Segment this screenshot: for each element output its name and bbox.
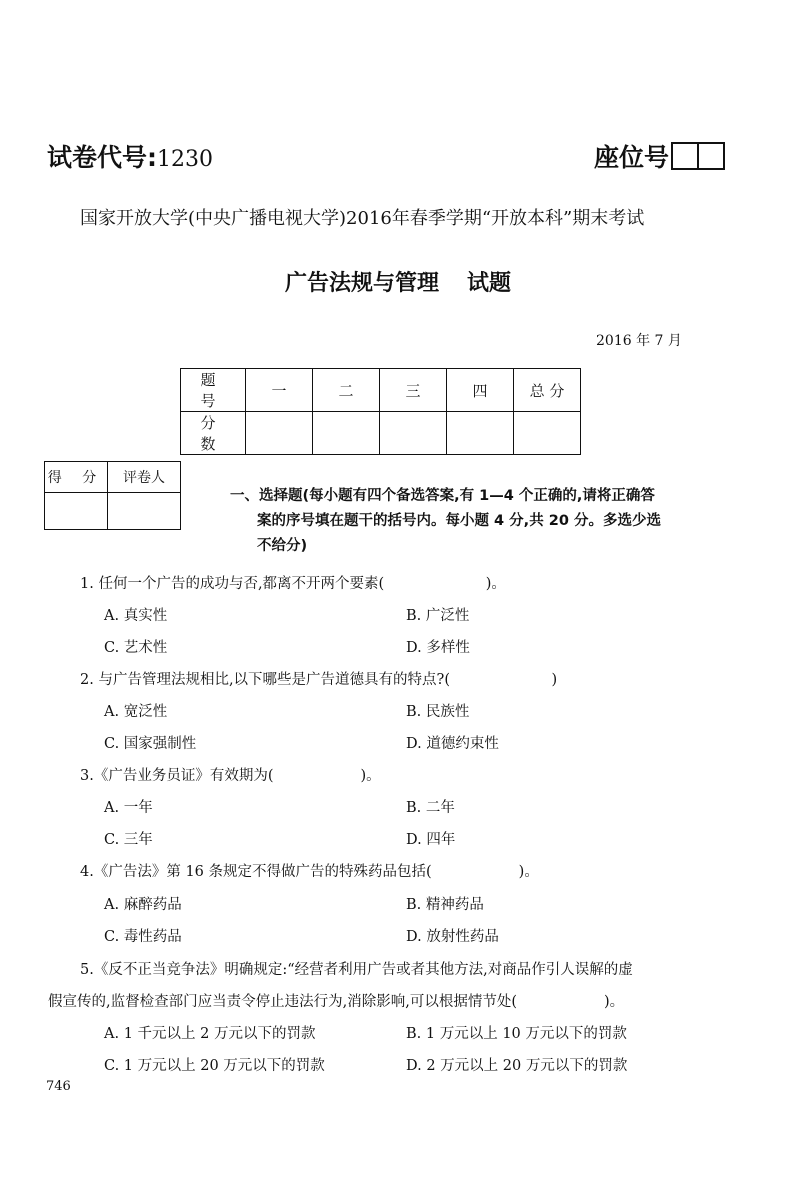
exam-title [0,266,796,297]
question-3-option-d: D. 四年 [406,832,456,848]
question-4-stem: 4.《广告法》第 16 条规定不得做广告的特殊药品包括( )。 [80,864,539,880]
score-table-header-row [181,369,581,412]
question-1-stem: 1. 任何一个广告的成功与否,都离不开两个要素( )。 [80,576,506,592]
page-number: 746 [46,1079,71,1094]
question-4-option-d: D. 放射性药品 [406,929,499,945]
seat-label: 座位号 [594,143,670,172]
section-1-instructions [230,484,730,559]
section-1-line-3: 不给分) [257,538,308,554]
question-1-option-d: D. 多样性 [406,640,470,656]
question-5-option-b: B. 1 万元以上 10 万元以下的罚款 [406,1026,627,1042]
score-table-col-3: 三 [380,369,447,412]
seat-boxes [671,142,725,170]
question-3-stem: 3.《广告业务员证》有效期为( )。 [80,768,381,784]
seat-box-2 [697,144,723,168]
exam-date: 2016 年 7 月 [596,333,682,349]
score-table-col-4: 四 [447,369,514,412]
seat-number [594,138,725,174]
question-5-option-a: A. 1 千元以上 2 万元以下的罚款 [104,1026,316,1042]
score-table [180,368,581,455]
question-1-option-a: A. 真实性 [104,608,168,624]
question-2-option-c: C. 国家强制性 [104,736,197,752]
question-2-stem: 2. 与广告管理法规相比,以下哪些是广告道德具有的特点?( ) [80,672,558,688]
exam-subtitle: 国家开放大学(中央广播电视大学)2016年春季学期“开放本科”期末考试 [80,208,645,229]
question-3-option-a: A. 一年 [104,800,153,816]
paper-code-label: 试卷代号: [47,143,157,172]
question-1-option-b: B. 广泛性 [406,608,470,624]
score-table-label-score: 分 数 [181,412,246,455]
score-cell-total [514,412,581,455]
section-1-line-2: 案的序号填在题干的括号内。每小题 4 分,共 20 分。多选少选 [257,513,661,529]
score-cell-1 [246,412,313,455]
score-cell-3 [380,412,447,455]
question-2-option-b: B. 民族性 [406,704,470,720]
paper-code [47,138,213,174]
question-5-option-c: C. 1 万元以上 20 万元以下的罚款 [104,1058,325,1074]
question-2-option-d: D. 道德约束性 [406,736,499,752]
question-2-option-a: A. 宽泛性 [104,704,168,720]
grader-table-header [45,462,181,493]
question-4-option-c: C. 毒性药品 [104,929,182,945]
score-table-label-question: 题 号 [181,369,246,412]
score-cell-2 [313,412,380,455]
question-3-option-c: C. 三年 [104,832,153,848]
question-5-stem-continued: 假宣传的,监督检查部门应当责令停止违法行为,消除影响,可以根据情节处( )。 [48,994,625,1010]
grader-score-cell [45,493,108,530]
score-table-col-2: 二 [313,369,380,412]
grader-name-cell [108,493,181,530]
score-table-col-total: 总 分 [514,369,581,412]
grader-score-label: 得 分 [45,462,108,493]
grader-table-body [45,493,181,530]
question-4-option-b: B. 精神药品 [406,897,484,913]
question-3-option-b: B. 二年 [406,800,455,816]
question-4-option-a: A. 麻醉药品 [104,897,182,913]
grader-table [44,461,181,530]
paper-code-number: 1230 [157,147,213,172]
score-table-col-1: 一 [246,369,313,412]
exam-title-main: 广告法规与管理 [284,271,439,296]
section-1-line-1: 一、选择题(每小题有四个备选答案,有 1—4 个正确的,请将正确答 [230,488,655,504]
exam-title-suffix: 试题 [467,271,512,296]
question-1-option-c: C. 艺术性 [104,640,168,656]
grader-name-label: 评卷人 [108,462,181,493]
seat-box-1 [673,144,697,168]
score-cell-4 [447,412,514,455]
score-table-score-row [181,412,581,455]
question-5-stem: 5.《反不正当竞争法》明确规定:“经营者利用广告或者其他方法,对商品作引人误解的虚 [80,962,633,978]
question-5-option-d: D. 2 万元以上 20 万元以下的罚款 [406,1058,628,1074]
